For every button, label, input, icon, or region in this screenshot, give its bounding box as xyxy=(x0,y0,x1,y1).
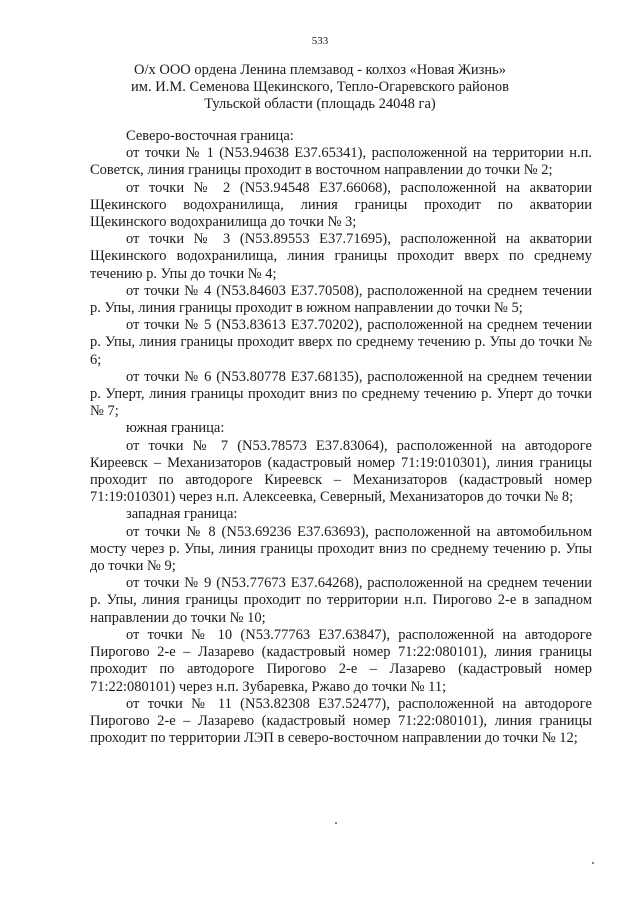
section-heading: южная граница: xyxy=(126,420,225,437)
scan-speck xyxy=(592,862,594,864)
section-heading: западная граница: xyxy=(126,506,238,523)
boundary-paragraph: от точки № 3 (N53.89553 E37.71695), расположенной на акватории Щекинского водохранилища, линия границы проходит вверх по среднему течению р. Упы до точки № 4; xyxy=(90,231,592,282)
boundary-paragraph: от точки № 4 (N53.84603 E37.70508), расположенной на среднем течении р. Упы, линия границы проходит в южном направлении до точки № 5; xyxy=(90,282,592,317)
section-south xyxy=(90,420,592,506)
page-number: 533 xyxy=(311,35,329,47)
scan-speck xyxy=(335,822,337,824)
document-body xyxy=(90,128,592,747)
boundary-paragraph: от точки № 7 (N53.78573 E37.83064), расположенной на автодороге Киреевск – Механизаторов (кадастровый номер 71:19:010301), линия границы проходит по автодороге Киреевск – Механизаторов (кадастровый номер 71:19:010301) через н.п. Алексеевка, Северный, Механизаторов до точки № 8; xyxy=(90,437,592,506)
title-line-2: им. И.М. Семенова Щекинского, Тепло-Огаревского районов xyxy=(131,79,509,95)
section-heading: Северо-восточная граница: xyxy=(126,128,294,144)
boundary-paragraph: от точки № 6 (N53.80778 E37.68135), расположенной на среднем течении р. Уперт, линия границы проходит вниз по среднему течению р. Уперт до точки № 7; xyxy=(90,368,592,420)
document-title xyxy=(60,62,580,113)
boundary-paragraph: от точки № 10 (N53.77763 E37.63847), расположенной на автодороге Пирогово 2-е – Лазарево (кадастровый номер 71:22:080101), линия границы проходит по автодороге Пирогово 2-е – Лазарево (кадастровый номер 71:22:080101) через н.п. Зубаревка, Ржаво до точки № 11; xyxy=(90,626,592,695)
boundary-paragraph: от точки № 8 (N53.69236 E37.63693), расположенной на автомобильном мосту через р. Упы, линия границы проходит вниз по среднему течению р. Упы до точки № 9; xyxy=(90,523,592,575)
boundary-paragraph: от точки № 1 (N53.94638 E37.65341), расположенной на территории н.п. Советск, линия границы проходит в восточном направлении до точки № 2; xyxy=(90,145,592,179)
boundary-paragraph: от точки № 2 (N53.94548 E37.66068), расположенной на акватории Щекинского водохранилища, линия границы проходит по акватории Щекинского водохранилища до точки № 3; xyxy=(90,179,592,231)
title-line-1: О/х ООО ордена Ленина племзавод - колхоз «Новая Жизнь» xyxy=(133,62,507,78)
boundary-paragraph: от точки № 5 (N53.83613 E37.70202), расположенной на среднем течении р. Упы, линия границы проходит вверх по среднему течению р. Упы до точки № 6; xyxy=(90,317,592,368)
boundary-paragraph: от точки № 9 (N53.77673 E37.64268), расположенной на среднем течении р. Упы, линия границы проходит по территории н.п. Пирогово 2-е в западном направлении до точки № 10; xyxy=(90,575,592,626)
title-line-3: Тульской области (площадь 24048 га) xyxy=(204,96,436,112)
section-west xyxy=(90,506,592,747)
boundary-paragraph: от точки № 11 (N53.82308 E37.52477), расположенной на автодороге Пирогово 2-е – Лазарево (кадастровый номер 71:22:080101), линия границы проходит по территории ЛЭП в северо-восточном направлении до точки № 12; xyxy=(90,695,592,747)
section-northeast xyxy=(90,128,592,420)
